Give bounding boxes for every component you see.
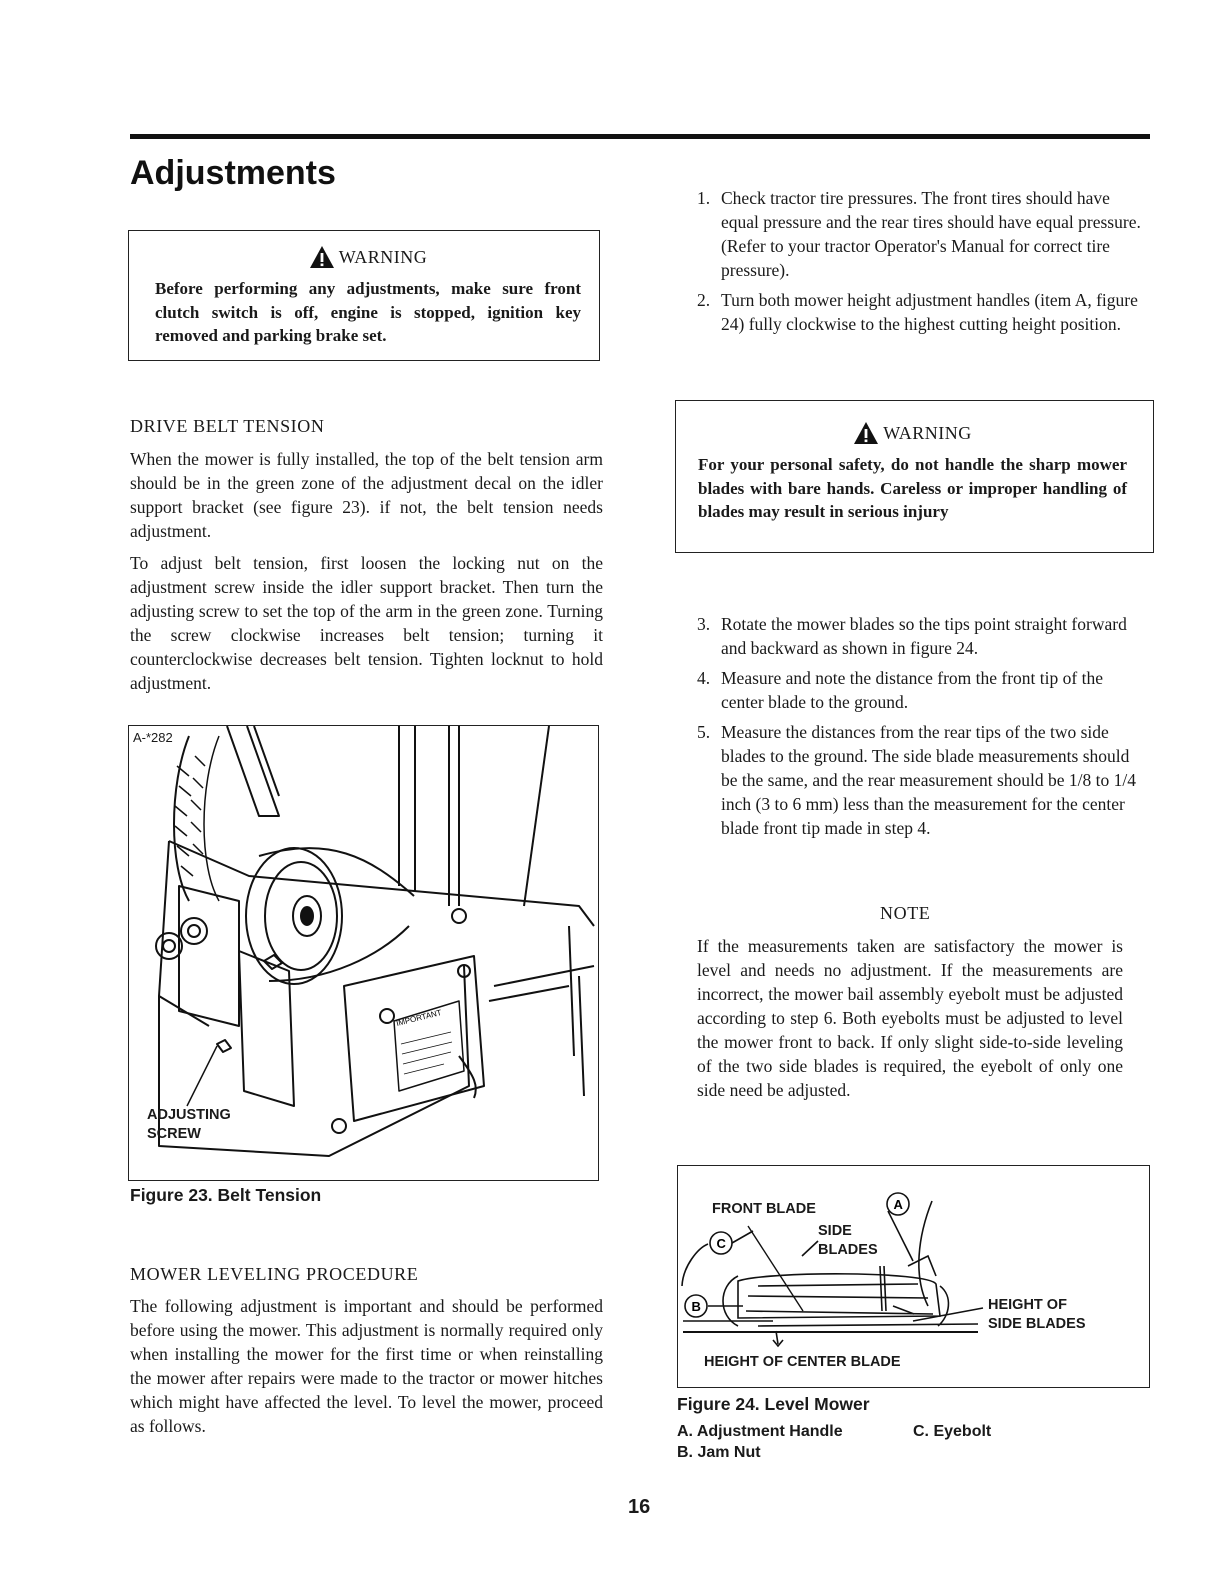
side-blades-label xyxy=(818,1222,878,1260)
note-heading: NOTE xyxy=(880,903,931,923)
warning-text: For your personal safety, do not handle the sharp mower blades with bare hands. Careless or improper handling of blades may result in serious injury xyxy=(698,455,1127,521)
warning-text: Before performing any adjustments, make sure front clutch switch is off, engine is stopped, ignition key removed and parking brake set. xyxy=(155,279,581,345)
warning-triangle-icon xyxy=(309,245,335,269)
figure-24-caption: Figure 24. Level Mower xyxy=(677,1394,870,1414)
warning-box-safety xyxy=(128,230,600,361)
warning-label: WARNING xyxy=(338,246,428,267)
warning-box-blades xyxy=(675,400,1154,553)
step-text: Measure and note the distance from the front tip of the center blade to the ground. xyxy=(721,668,1103,712)
warning-header xyxy=(155,245,581,269)
drive-belt-paragraph-2: To adjust belt tension, first loosen the locking nut on the adjustment screw inside the idler support bracket. Then turn the adjusting screw to set the top of the arm in the green zone. Turning the screw clockwise increases belt tension; turning it counterclockwise decreases belt tension. Tighten locknut to hold adjustment. xyxy=(130,553,603,693)
step-item xyxy=(697,666,1149,714)
callout-adjusting: ADJUSTING xyxy=(147,1107,231,1123)
callout-screw: SCREW xyxy=(147,1126,201,1142)
height-center-blade-label: HEIGHT OF CENTER BLADE xyxy=(704,1354,901,1370)
step-item xyxy=(697,612,1149,660)
marker-b-label: B xyxy=(691,1299,701,1314)
figure-23-belt-tension xyxy=(128,725,599,1181)
page-number: 16 xyxy=(628,1496,651,1518)
legend-a: A. Adjustment Handle xyxy=(677,1423,843,1440)
note-text: If the measurements taken are satisfactory the mower is level and needs no adjustment. If the measurements are incorrect, the mower bail assembly eyebolt must be adjusted according to step 6. Both eyebolts must be adjusted to level the mower front to back. If only slight side-to-side leveling of the two side blades is required, the eyebolt of only one side need be adjusted. xyxy=(697,936,1123,1100)
decal-label: IMPORTANT xyxy=(395,1007,443,1028)
step-number: 5. xyxy=(697,722,711,742)
front-blade-label: FRONT BLADE xyxy=(712,1201,816,1217)
warning-label: WARNING xyxy=(883,422,972,443)
step-number: 4. xyxy=(697,668,711,688)
warning-triangle-icon xyxy=(853,421,879,445)
step-item xyxy=(697,720,1149,840)
steps-1-2 xyxy=(697,186,1149,342)
header-rule xyxy=(130,134,1150,139)
step-number: 2. xyxy=(697,290,711,310)
mower-leveling-heading: MOWER LEVELING PROCEDURE xyxy=(130,1264,419,1284)
drive-belt-paragraph-1: When the mower is fully installed, the top of the belt tension arm should be in the green zone of the adjustment decal on the idler support bracket (see figure 23). if not, the belt tension needs adjustment. xyxy=(130,449,603,541)
mower-leveling-body xyxy=(130,1294,603,1438)
side-blades-line1: SIDE xyxy=(818,1223,852,1239)
drive-belt-body xyxy=(130,447,603,695)
note-body xyxy=(697,934,1123,1102)
step-number: 3. xyxy=(697,614,711,634)
side-blades-line2: BLADES xyxy=(818,1242,878,1258)
height-side-line2: SIDE BLADES xyxy=(988,1316,1086,1332)
drive-belt-heading: DRIVE BELT TENSION xyxy=(130,416,325,436)
step-number: 1. xyxy=(697,188,711,208)
figure-23-tag: A-*282 xyxy=(133,730,173,745)
figure-24-level-mower xyxy=(677,1165,1150,1388)
step-text: Check tractor tire pressures. The front tires should have equal pressure and the rear tires should have equal pressure. (Refer to your tractor Operator's Manual for correct tire pressure). xyxy=(721,188,1141,280)
mower-leveling-paragraph: The following adjustment is important and should be performed before using the mower. This adjustment is normally required only when installing the mower for the first time or when reinstalling the mower after repairs were made to the tractor or mower hitches which might have affected the level. To level the mower, proceed as follows. xyxy=(130,1296,603,1436)
legend-c: C. Eyebolt xyxy=(913,1423,992,1440)
warning-header xyxy=(698,421,1127,445)
step-item xyxy=(697,288,1149,336)
figure-23-callout xyxy=(147,1106,231,1144)
step-item xyxy=(697,186,1149,282)
height-side-blades-label xyxy=(988,1296,1086,1334)
marker-c-label: C xyxy=(716,1236,726,1251)
step-text: Rotate the mower blades so the tips point straight forward and backward as shown in figure 24. xyxy=(721,614,1127,658)
step-text: Measure the distances from the rear tips of the two side blades to the ground. The side blade measurements should be the same, and the rear measurement should be 1/8 to 1/4 inch (3 to 6 mm) less than the measurement for the center blade front tip made in step 4. xyxy=(721,722,1137,838)
steps-3-5 xyxy=(697,612,1149,846)
marker-a-label: A xyxy=(893,1197,903,1212)
step-text: Turn both mower height adjustment handles (item A, figure 24) fully clockwise to the highest cutting height position. xyxy=(721,290,1138,334)
legend-b: B. Jam Nut xyxy=(677,1444,761,1461)
height-side-line1: HEIGHT OF xyxy=(988,1297,1067,1313)
figure-23-caption: Figure 23. Belt Tension xyxy=(130,1185,322,1205)
page-title: Adjustments xyxy=(130,154,336,192)
